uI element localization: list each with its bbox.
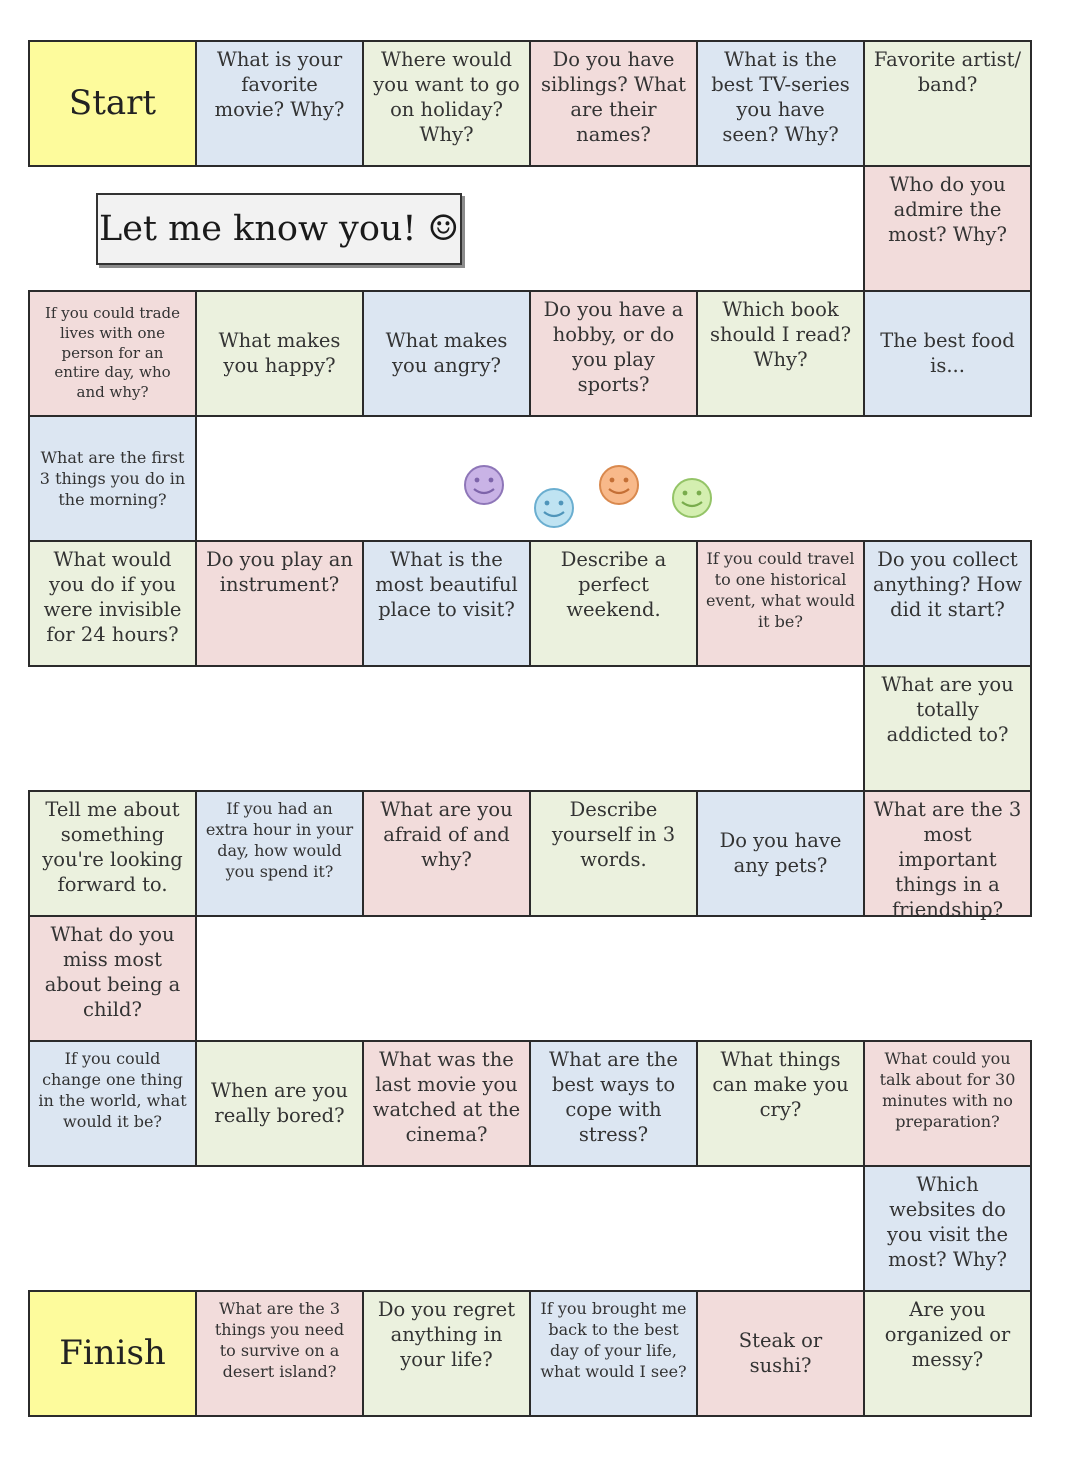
finish-square: Finish <box>28 1290 197 1417</box>
board-square: What could you talk about for 30 minutes with no preparation? <box>863 1040 1032 1167</box>
board-square: What is the best TV-series you have seen? Why? <box>696 40 865 167</box>
blue-smiley-icon <box>532 486 576 530</box>
board-square: Are you organized or messy? <box>863 1290 1032 1417</box>
green-smiley-icon <box>670 476 714 520</box>
board-square: If you could trade lives with one person for an entire day, who and why? <box>28 290 197 417</box>
purple-smiley-icon <box>462 463 506 507</box>
board-square: Do you regret anything in your life? <box>362 1290 531 1417</box>
board-square: Do you play an instrument? <box>195 540 364 667</box>
board-square: Describe a perfect weekend. <box>529 540 698 667</box>
board-square: What is the most beautiful place to visit? <box>362 540 531 667</box>
board-square: Which book should I read? Why? <box>696 290 865 417</box>
board-square: Which websites do you visit the most? Why? <box>863 1165 1032 1292</box>
board-square: What is your favorite movie? Why? <box>195 40 364 167</box>
board-square: Tell me about something you're looking forward to. <box>28 790 197 917</box>
board-square: The best food is... <box>863 290 1032 417</box>
board-square: What makes you happy? <box>195 290 364 417</box>
board-square: If you could travel to one historical event, what would it be? <box>696 540 865 667</box>
board-square: What are the 3 things you need to survive on a desert island? <box>195 1290 364 1417</box>
board-square: Where would you want to go on holiday? Why? <box>362 40 531 167</box>
board-square: Do you have any pets? <box>696 790 865 917</box>
board-square: Do you have a hobby, or do you play sports? <box>529 290 698 417</box>
board-square: Who do you admire the most? Why? <box>863 165 1032 292</box>
board-square: What things can make you cry? <box>696 1040 865 1167</box>
board-square: If you could change one thing in the world, what would it be? <box>28 1040 197 1167</box>
board-square: What are the best ways to cope with stress? <box>529 1040 698 1167</box>
board-square: If you brought me back to the best day of your life, what would I see? <box>529 1290 698 1417</box>
board-square: What are you totally addicted to? <box>863 665 1032 792</box>
board-square: Describe yourself in 3 words. <box>529 790 698 917</box>
board-square: What was the last movie you watched at the cinema? <box>362 1040 531 1167</box>
board-square: What are the 3 most important things in a friendship? <box>863 790 1032 917</box>
board-square: What makes you angry? <box>362 290 531 417</box>
board-square: Do you collect anything? How did it start? <box>863 540 1032 667</box>
board-square: What would you do if you were invisible for 24 hours? <box>28 540 197 667</box>
board-square: When are you really bored? <box>195 1040 364 1167</box>
board-square: If you had an extra hour in your day, how would you spend it? <box>195 790 364 917</box>
board-square: What are the first 3 things you do in the morning? <box>28 415 197 542</box>
orange-smiley-icon <box>597 463 641 507</box>
board-square: Do you have siblings? What are their names? <box>529 40 698 167</box>
start-square: Start <box>28 40 197 167</box>
board-square: What are you afraid of and why? <box>362 790 531 917</box>
board-square: Favorite artist/ band? <box>863 40 1032 167</box>
board-square: What do you miss most about being a child? <box>28 915 197 1042</box>
board-title: Let me know you! ☺ <box>96 193 462 265</box>
board-square: Steak or sushi? <box>696 1290 865 1417</box>
